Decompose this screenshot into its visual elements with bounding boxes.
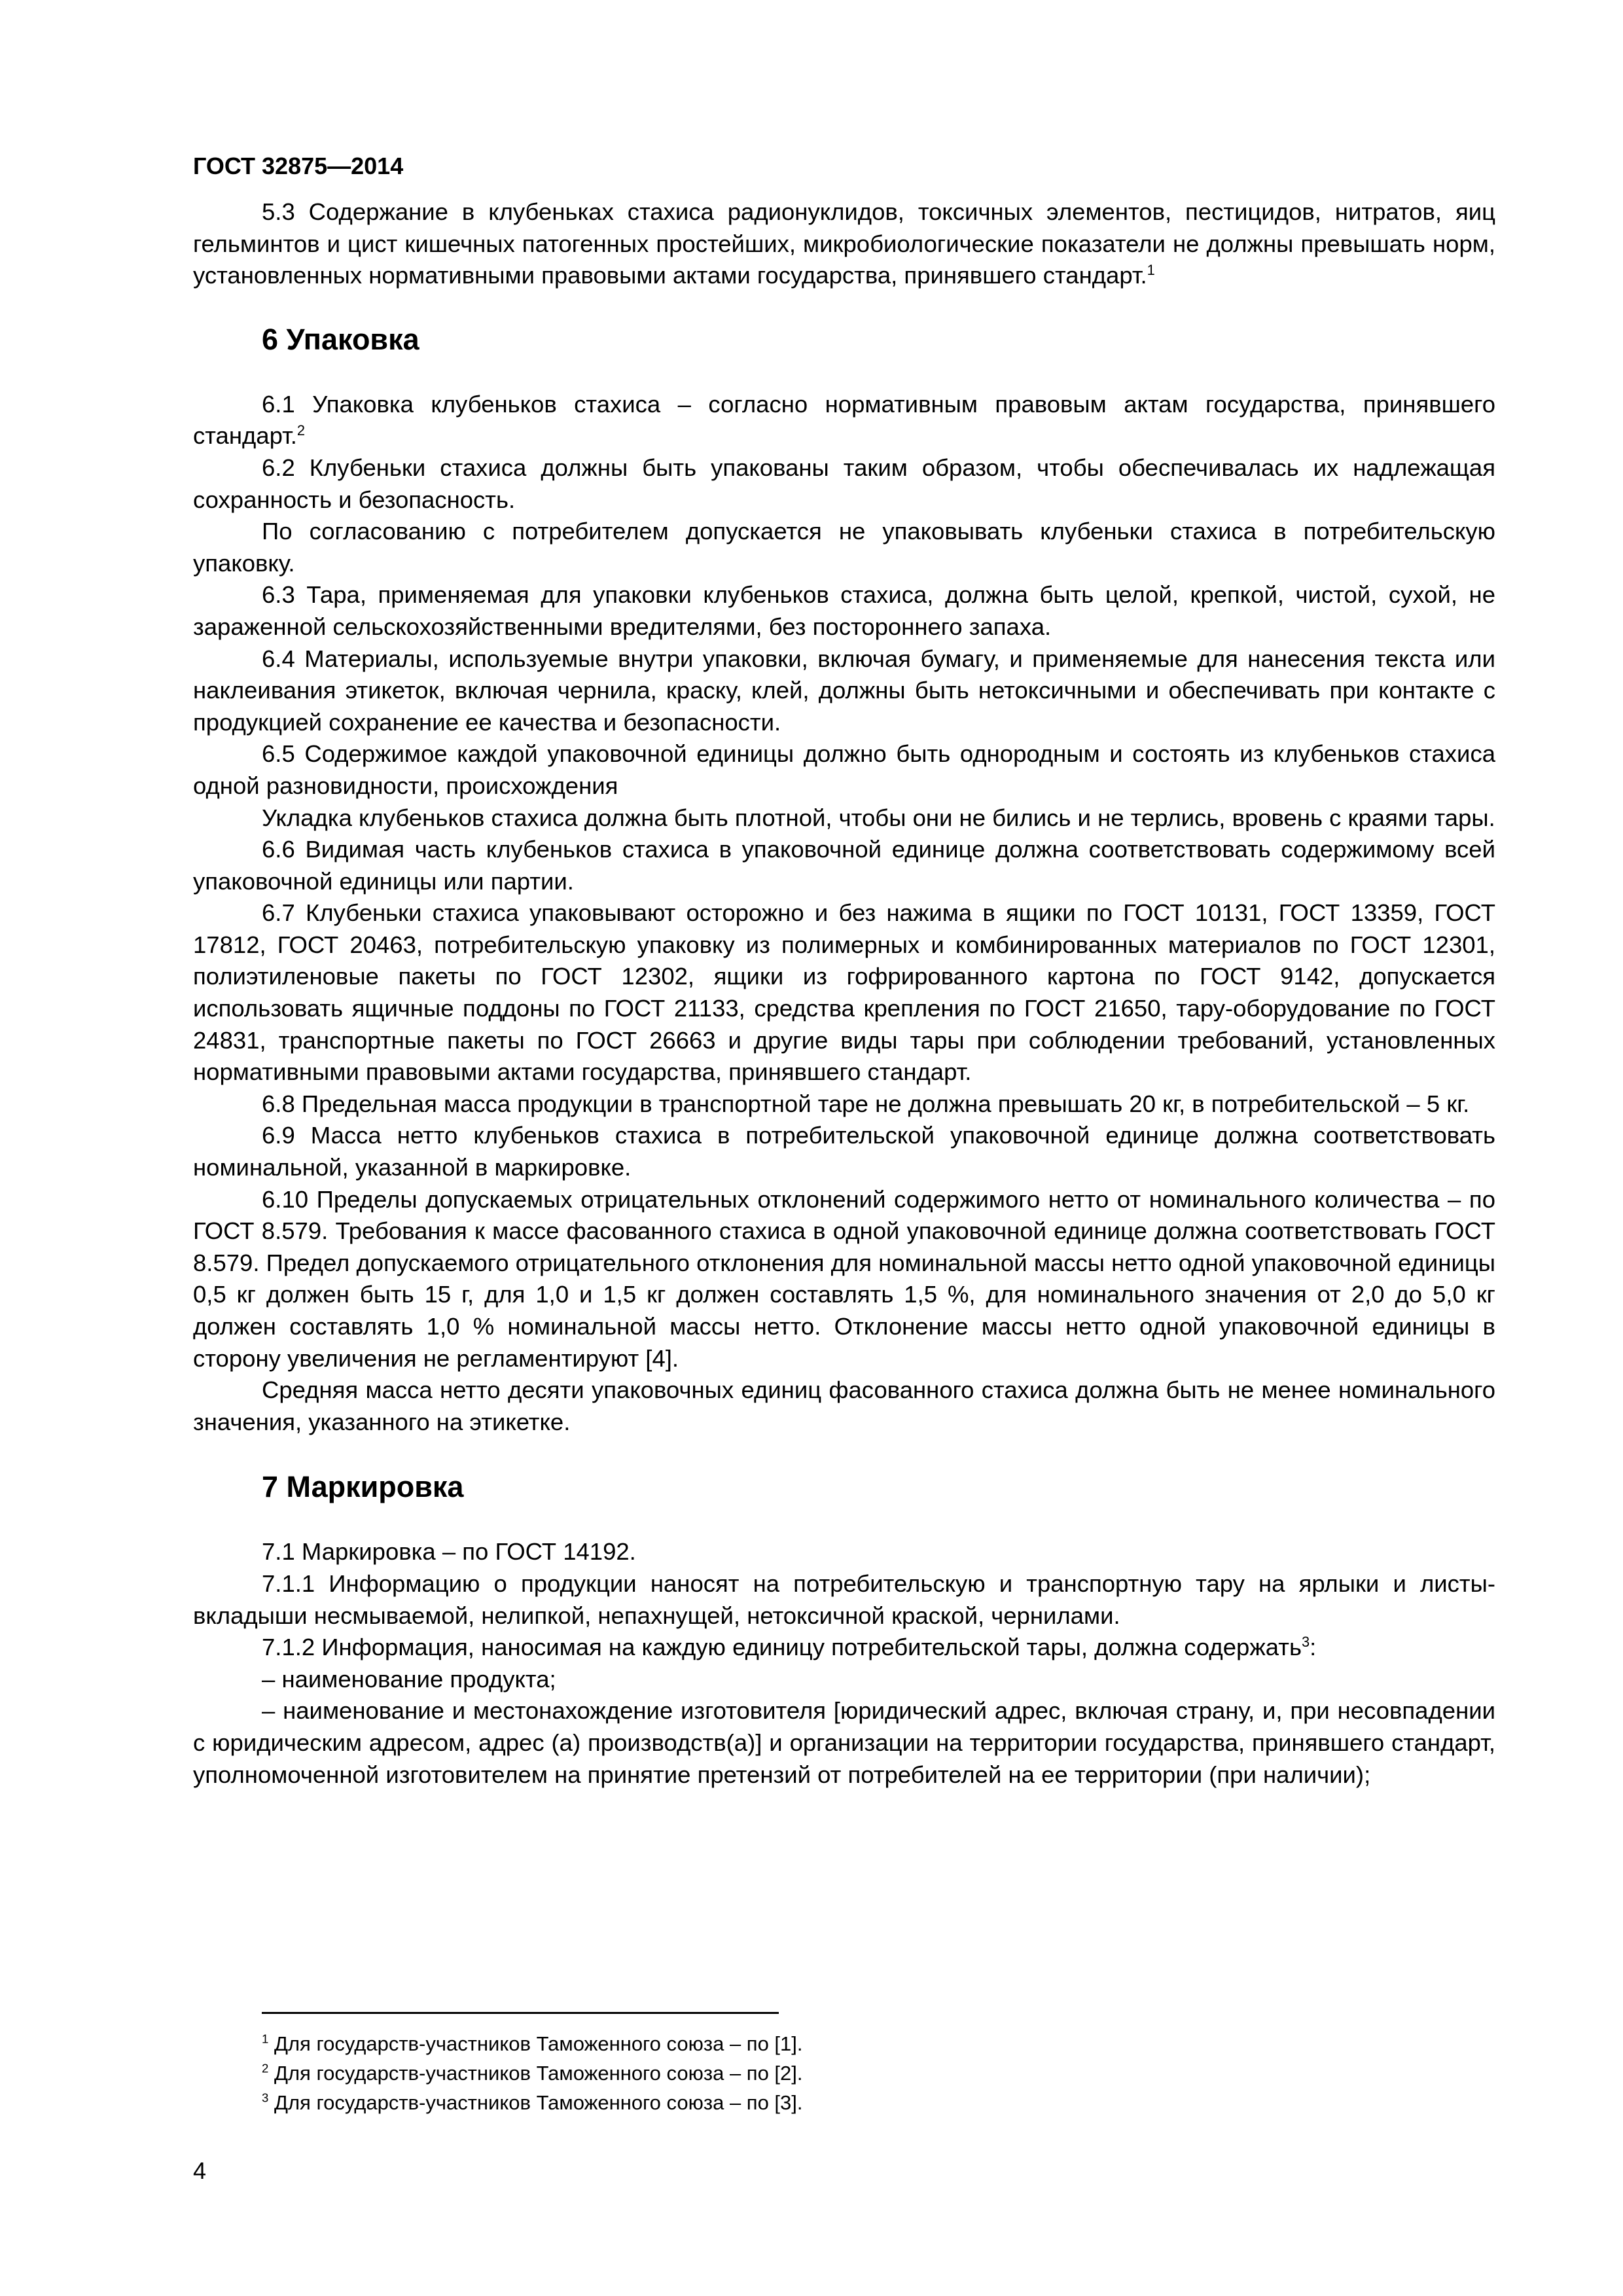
paragraph-6-1: [193, 389, 1495, 452]
footnote: [262, 2058, 1440, 2088]
section-heading-6: 6 Упаковка: [262, 322, 419, 356]
paragraph-6-10: 6.10 Пределы допускаемых отрицательных отклонений содержимого нетто от номинального количества – по ГОСТ 8.579. Требования к массе фасованного стахиса в одной упаковочной единице должна соответствовать ГОСТ 8.579. Предел допускаемого отрицательного отклонения для номинальной массы нетто одной упаковочной единицы 0,5 кг должен быть 15 г, для 1,0 и 1,5 кг должен составлять 1,5 %, для номинального значения от 2,0 до 5,0 кг должен составлять 1,0 % номинальной массы нетто. Отклонение массы нетто одной упаковочной единицы в сторону увеличения не регламентируют [4].: [193, 1185, 1495, 1372]
footnote-ref: 2: [296, 422, 306, 439]
footnote-number: 1: [262, 2032, 269, 2046]
paragraph-6-8: 6.8 Предельная масса продукции в транспортной таре не должна превышать 20 кг, в потребительской – 5 кг.: [262, 1090, 1470, 1117]
footnote-ref: 1: [1147, 262, 1155, 279]
paragraph-6-2: 6.2 Клубеньки стахиса должны быть упакованы таким образом, чтобы обеспечивалась их надлежащая сохранность и безопасность.: [193, 454, 1495, 513]
document-body: [193, 196, 1495, 1791]
paragraph-text: 5.3 Содержание в клубеньках стахиса радионуклидов, токсичных элементов, пестицидов, нитратов, яиц гельминтов и цист кишечных патогенных простейших, микробиологические показатели не должны превышать норм, установленных нормативными правовыми актами государства, принявшего стандарт.: [193, 198, 1495, 289]
footnote-text: Для государств-участников Таможенного союза – по [2].: [274, 2062, 803, 2085]
footnote: [262, 2088, 1440, 2117]
paragraph-6-9: 6.9 Масса нетто клубеньков стахиса в потребительской упаковочной единице должна соответствовать номинальной, указанной в маркировке.: [193, 1122, 1495, 1181]
paragraph-6-10-continued: Средняя масса нетто десяти упаковочных единиц фасованного стахиса должна быть не менее номинального значения, указанного на этикетке.: [193, 1376, 1495, 1435]
paragraph-7-1-1: 7.1.1 Информацию о продукции наносят на потребительскую и транспортную тару на ярлыки и листы-вкладыши несмываемой, нелипкой, непахнущей, нетоксичной краской, чернилами.: [193, 1570, 1495, 1629]
paragraph-text: 6.1 Упаковка клубеньков стахиса – согласно нормативным правовым актам государства, принявшего стандарт.: [193, 390, 1495, 450]
footnote-text: Для государств-участников Таможенного союза – по [3].: [274, 2091, 803, 2114]
section-heading-7: 7 Маркировка: [262, 1470, 464, 1504]
footnotes: [262, 2029, 1440, 2117]
paragraph-5-3: [193, 196, 1495, 292]
paragraph-7-1: 7.1 Маркировка – по ГОСТ 14192.: [262, 1538, 636, 1566]
page-number: 4: [193, 2157, 207, 2184]
footnote-number: 3: [262, 2090, 269, 2105]
paragraph-6-6: 6.6 Видимая часть клубеньков стахиса в упаковочной единице должна соответствовать содержимому всей упаковочной единицы или партии.: [193, 836, 1495, 895]
paragraph-6-7: 6.7 Клубеньки стахиса упаковывают осторожно и без нажима в ящики по ГОСТ 10131, ГОСТ 13359, ГОСТ 17812, ГОСТ 20463, потребительскую упаковку из полимерных и комбинированных материалов по ГОСТ 12301, полиэтиленовые пакеты по ГОСТ 12302, ящики из гофрированного картона по ГОСТ 9142, допускается использовать ящичные поддоны по ГОСТ 21133, средства крепления по ГОСТ 21650, тару-оборудование по ГОСТ 24831, транспортные пакеты по ГОСТ 26663 и другие виды тары при соблюдении требований, установленных нормативными правовыми актами государства, принявшего стандарт.: [193, 899, 1495, 1086]
list-item: – наименование и местонахождение изготовителя [юридический адрес, включая страну, и, при несовпадении с юридическим адресом, адрес (а) производств(а)] и организации на территории государства, принявшего стандарт, уполномоченной изготовителем на принятие претензий от потребителей на ее территории (при наличии);: [193, 1697, 1495, 1788]
footnote-text: Для государств-участников Таможенного союза – по [1].: [274, 2032, 803, 2055]
footnote-separator: [262, 2012, 779, 2014]
paragraph-text: 7.1.2 Информация, наносимая на каждую единицу потребительской тары, должна содержать: [262, 1634, 1302, 1661]
document-code-header: ГОСТ 32875—2014: [193, 152, 404, 179]
paragraph-6-3: 6.3 Тара, применяемая для упаковки клубеньков стахиса, должна быть целой, крепкой, чистой, сухой, не зараженной сельскохозяйственными вредителями, без постороннего запаха.: [193, 581, 1495, 640]
paragraph-text-tail: :: [1310, 1634, 1317, 1661]
paragraph-6-2-continued: По согласованию с потребителем допускается не упаковывать клубеньки стахиса в потребительскую упаковку.: [193, 518, 1495, 577]
paragraph-6-5-continued: Укладка клубеньков стахиса должна быть плотной, чтобы они не бились и не терлись, вровень с краями тары.: [262, 804, 1495, 831]
paragraph-7-1-2: [193, 1632, 1495, 1664]
footnote-ref: 3: [1301, 1634, 1310, 1650]
footnote-number: 2: [262, 2061, 269, 2075]
paragraph-6-5: 6.5 Содержимое каждой упаковочной единицы должно быть однородным и состоять из клубеньков стахиса одной разновидности, происхождения: [193, 740, 1495, 799]
footnote: [262, 2029, 1440, 2058]
list-item: – наименование продукта;: [262, 1665, 556, 1693]
paragraph-6-4: 6.4 Материалы, используемые внутри упаковки, включая бумагу, и применяемые для нанесения текста или наклеивания этикеток, включая чернила, краску, клей, должны быть нетоксичными и обеспечивать при контакте с продукцией сохранение ее качества и безопасности.: [193, 645, 1495, 736]
